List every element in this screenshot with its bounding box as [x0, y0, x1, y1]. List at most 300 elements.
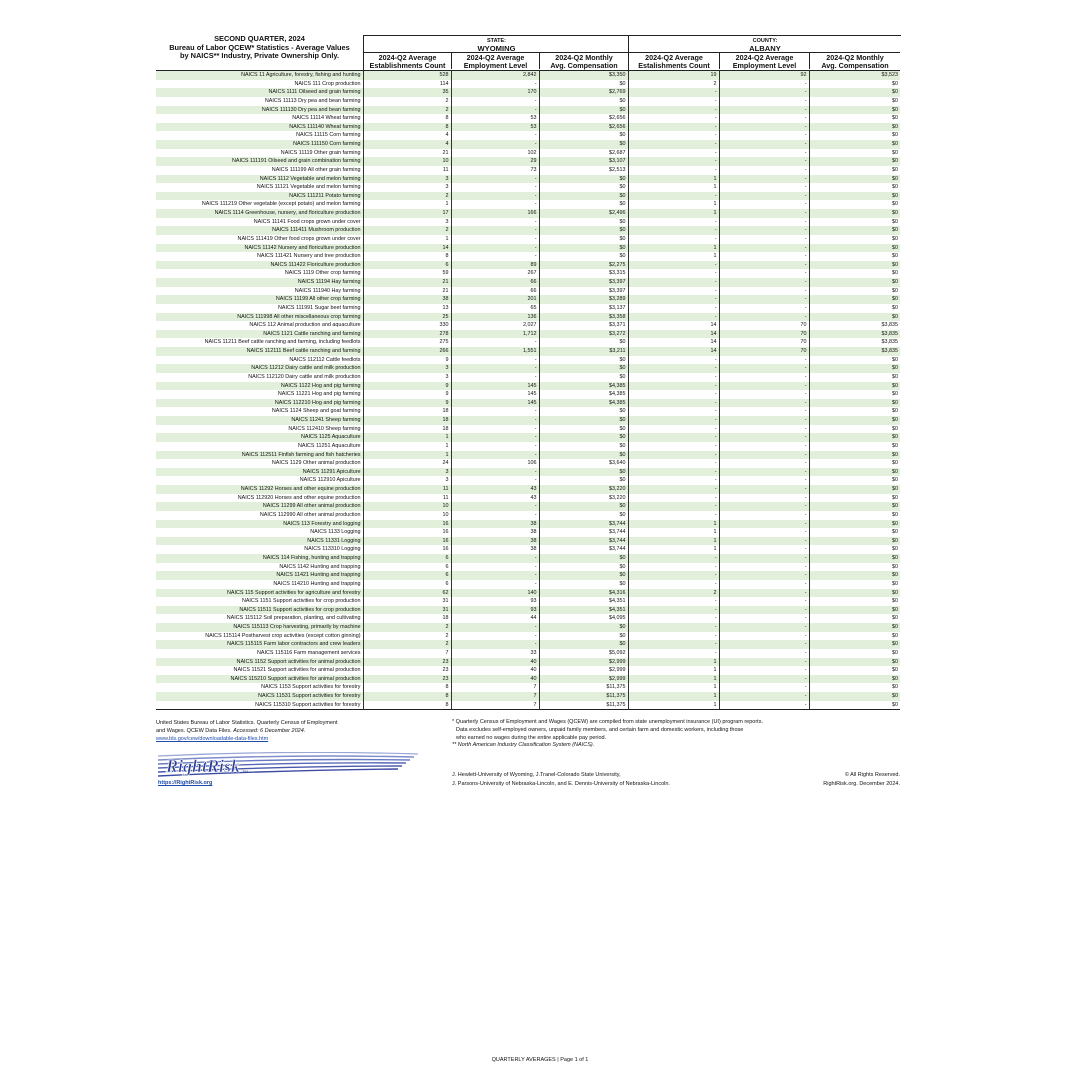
county-employment-cell: - [719, 304, 809, 313]
header-rule [156, 70, 900, 71]
county-establishments-cell: - [628, 390, 719, 399]
county-employment-cell: - [719, 468, 809, 477]
source-citation [156, 719, 406, 743]
state-establishments-cell: 21 [363, 149, 451, 158]
state-establishments-cell: 16 [363, 528, 451, 537]
state-employment-cell: 89 [451, 261, 539, 270]
state-employment-cell: 140 [451, 589, 539, 598]
title-line: Bureau of Labor QCEW* Statistics - Average Values [169, 42, 350, 52]
county-compensation-cell: $0 [809, 485, 900, 494]
county-establishments-cell: - [628, 106, 719, 115]
state-establishments-cell: 6 [363, 571, 451, 580]
state-establishments-cell: 10 [363, 502, 451, 511]
state-employment-cell: - [451, 476, 539, 485]
state-employment-cell: - [451, 244, 539, 253]
county-establishments-cell: - [628, 554, 719, 563]
county-employment-cell: - [719, 131, 809, 140]
state-employment-cell: - [451, 356, 539, 365]
rightrisk-link[interactable]: https://RightRisk.org [158, 780, 213, 786]
county-employment-cell: - [719, 114, 809, 123]
county-employment-cell: - [719, 433, 809, 442]
industry-name-cell: NAICS 1153 Support activities for forestry [261, 684, 361, 691]
table-row [156, 373, 900, 382]
county-compensation-cell: $0 [809, 356, 900, 365]
county-establishments-cell: 1 [628, 183, 719, 192]
county-compensation-cell: $0 [809, 218, 900, 227]
state-employment-cell: 53 [451, 123, 539, 132]
county-compensation-cell: $0 [809, 675, 900, 684]
page-footer: QUARTERLY AVERAGES | Page 1 of 1 [491, 1057, 589, 1063]
county-compensation-cell: $0 [809, 304, 900, 313]
state-compensation-cell: $11,375 [539, 683, 628, 692]
state-compensation-cell: $0 [539, 356, 628, 365]
state-employment-cell: - [451, 407, 539, 416]
industry-name-cell: NAICS 11211 Beef cattle ranching and farming, including feedlots [204, 339, 361, 346]
state-employment-cell: 7 [451, 701, 539, 710]
state-establishments-cell: 1 [363, 433, 451, 442]
industry-name-cell: NAICS 11292 Horses and other equine production [156, 485, 363, 494]
county-compensation-cell: $0 [809, 649, 900, 658]
state-compensation-cell: $3,107 [539, 157, 628, 166]
county-establishments-cell: - [628, 494, 719, 503]
industry-name-cell: NAICS 11194 Hay farming [156, 278, 363, 287]
county-name: ALBANY [749, 44, 781, 53]
state-compensation-cell: $2,687 [539, 149, 628, 158]
county-employment-cell: - [719, 157, 809, 166]
county-compensation-cell: $0 [809, 364, 900, 373]
state-employment-cell: - [451, 226, 539, 235]
county-compensation-cell: $0 [809, 399, 900, 408]
county-compensation-cell: $0 [809, 614, 900, 623]
state-compensation-cell: $0 [539, 425, 628, 434]
state-compensation-cell: $0 [539, 80, 628, 89]
county-establishments-cell: 1 [628, 658, 719, 667]
county-establishments-cell: - [628, 373, 719, 382]
county-employment-cell: - [719, 683, 809, 692]
industry-name-cell: NAICS 1129 Other animal production [271, 460, 361, 467]
industry-name-cell: NAICS 113 Forestry and logging [156, 520, 363, 529]
industry-name-cell: NAICS 111211 Potato farming [156, 192, 363, 201]
industry-name-cell: NAICS 115113 Crop harvesting, primarily by machine [156, 623, 363, 632]
table-row [156, 364, 900, 373]
county-employment-cell: - [719, 597, 809, 606]
state-employment-cell: - [451, 632, 539, 641]
state-establishments-cell: 23 [363, 666, 451, 675]
column-header-line: Avg. Compensation [821, 60, 889, 70]
state-establishments-cell: 16 [363, 537, 451, 546]
table-row [156, 649, 900, 658]
county-employment-cell: - [719, 252, 809, 261]
state-employment-cell: - [451, 451, 539, 460]
state-compensation-cell: $0 [539, 252, 628, 261]
county-compensation-cell: $0 [809, 287, 900, 296]
county-compensation-cell: $0 [809, 175, 900, 184]
state-establishments-cell: 330 [363, 321, 451, 330]
state-employment-cell: 7 [451, 683, 539, 692]
state-compensation-cell: $2,769 [539, 88, 628, 97]
table-row [156, 407, 900, 416]
state-compensation-cell: $3,272 [539, 330, 628, 339]
state-establishments-cell: 2 [363, 632, 451, 641]
state-establishments-cell: 16 [363, 520, 451, 529]
state-employment-cell: - [451, 252, 539, 261]
state-compensation-cell: $0 [539, 433, 628, 442]
industry-name-cell: NAICS 1119 Other crop farming [284, 270, 361, 277]
industry-name-cell: NAICS 11141 Food crops grown under cover [253, 218, 361, 225]
state-employment-cell: 93 [451, 606, 539, 615]
state-establishments-cell: 275 [363, 338, 451, 347]
state-employment-cell: 43 [451, 494, 539, 503]
county-compensation-cell: $0 [809, 658, 900, 667]
table-row [156, 261, 900, 270]
county-employment-cell: - [719, 537, 809, 546]
state-compensation-cell: $0 [539, 244, 628, 253]
state-compensation-cell: $0 [539, 407, 628, 416]
state-employment-cell: - [451, 442, 539, 451]
county-compensation-cell: $0 [809, 606, 900, 615]
county-employment-cell: - [719, 382, 809, 391]
county-compensation-cell: $0 [809, 407, 900, 416]
state-employment-cell: 1,551 [451, 347, 539, 356]
county-compensation-cell: $0 [809, 382, 900, 391]
county-establishments-cell: 1 [628, 252, 719, 261]
county-establishments-cell: - [628, 614, 719, 623]
table-row [156, 683, 900, 692]
state-compensation-cell: $0 [539, 338, 628, 347]
county-employment-cell: - [719, 666, 809, 675]
table-row [156, 175, 900, 184]
state-employment-cell: 40 [451, 675, 539, 684]
county-establishments-cell: 2 [628, 589, 719, 598]
state-establishments-cell: 9 [363, 382, 451, 391]
table-row [156, 338, 900, 347]
state-establishments-cell: 2 [363, 106, 451, 115]
state-establishments-cell: 3 [363, 218, 451, 227]
state-employment-cell: - [451, 218, 539, 227]
state-compensation-cell: $0 [539, 106, 628, 115]
county-compensation-cell: $0 [809, 537, 900, 546]
state-establishments-cell: 9 [363, 399, 451, 408]
state-establishments-cell: 23 [363, 675, 451, 684]
county-establishments-cell: 1 [628, 209, 719, 218]
state-establishments-cell: 8 [363, 683, 451, 692]
state-employment-cell: - [451, 468, 539, 477]
county-compensation-cell: $0 [809, 157, 900, 166]
industry-name-cell: NAICS 11531 Support activities for forestry [156, 692, 363, 701]
industry-name-cell: NAICS 115 Support activities for agriculture and forestry [156, 589, 363, 598]
table-row [156, 330, 900, 339]
table-row [156, 106, 900, 115]
state-compensation-cell: $3,744 [539, 545, 628, 554]
county-establishments-cell: 1 [628, 528, 719, 537]
table-row [156, 675, 900, 684]
state-employment-cell: - [451, 97, 539, 106]
state-employment-cell: - [451, 235, 539, 244]
county-employment-cell: - [719, 226, 809, 235]
column-header-state-compensation [539, 52, 628, 69]
state-compensation-cell: $11,375 [539, 701, 628, 710]
county-compensation-cell: $0 [809, 468, 900, 477]
state-employment-cell: 2,027 [451, 321, 539, 330]
column-header-county-employment [719, 52, 809, 69]
table-row [156, 640, 900, 649]
state-employment-cell: 66 [451, 278, 539, 287]
state-compensation-cell: $2,496 [539, 209, 628, 218]
county-employment-cell: - [719, 97, 809, 106]
county-establishments-cell: 1 [628, 545, 719, 554]
county-employment-cell: 92 [719, 71, 809, 80]
county-employment-cell: 70 [719, 338, 809, 347]
table-row [156, 244, 900, 253]
industry-name-cell: NAICS 11521 Support activities for animal production [233, 667, 361, 674]
industry-name-cell: NAICS 11291 Apiculture [156, 468, 363, 477]
county-establishments-cell: - [628, 563, 719, 572]
county-compensation-cell: $0 [809, 149, 900, 158]
state-establishments-cell: 62 [363, 589, 451, 598]
state-employment-cell: 267 [451, 269, 539, 278]
county-compensation-cell: $0 [809, 623, 900, 632]
industry-name-cell: NAICS 1111 Oilseed and grain farming [156, 88, 363, 97]
logo-trademark: TM [242, 769, 248, 774]
county-compensation-cell: $0 [809, 226, 900, 235]
column-header-line: Employment Level [463, 60, 528, 70]
state-employment-cell: 106 [451, 459, 539, 468]
county-employment-cell: - [719, 192, 809, 201]
state-compensation-cell: $3,220 [539, 494, 628, 503]
county-employment-cell: - [719, 545, 809, 554]
county-establishments-cell: - [628, 235, 719, 244]
state-compensation-cell: $2,656 [539, 114, 628, 123]
copyright [823, 771, 900, 789]
state-employment-cell: - [451, 183, 539, 192]
county-compensation-cell: $0 [809, 476, 900, 485]
county-compensation-cell: $0 [809, 106, 900, 115]
state-employment-cell: 93 [451, 597, 539, 606]
county-employment-cell: - [719, 80, 809, 89]
state-employment-cell: 145 [451, 399, 539, 408]
state-establishments-cell: 6 [363, 580, 451, 589]
industry-name-cell: NAICS 112990 All other animal production [259, 511, 361, 518]
county-establishments-cell: - [628, 580, 719, 589]
county-establishments-cell: - [628, 192, 719, 201]
county-establishments-cell: - [628, 597, 719, 606]
county-employment-cell: 70 [719, 330, 809, 339]
state-establishments-cell: 8 [363, 123, 451, 132]
state-compensation-cell: $0 [539, 226, 628, 235]
state-compensation-cell: $4,316 [539, 589, 628, 598]
county-establishments-cell: - [628, 382, 719, 391]
industry-name-cell: NAICS 11421 Hunting and trapping [156, 571, 363, 580]
table-row [156, 235, 900, 244]
county-compensation-cell: $3,835 [809, 321, 900, 330]
county-establishments-cell: 14 [628, 347, 719, 356]
state-establishments-cell: 1 [363, 235, 451, 244]
industry-name-cell: NAICS 111411 Mushroom production [156, 226, 363, 235]
state-compensation-cell: $2,656 [539, 123, 628, 132]
county-compensation-cell: $0 [809, 373, 900, 382]
column-header-line: 2024-Q2 Monthly [555, 53, 613, 62]
county-employment-cell: - [719, 364, 809, 373]
industry-name-cell: NAICS 11 Agriculture, forestry, fishing and hunting [156, 71, 363, 80]
county-compensation-cell: $0 [809, 235, 900, 244]
industry-name-cell: NAICS 11331 Logging [156, 537, 363, 546]
county-compensation-cell: $0 [809, 597, 900, 606]
state-compensation-cell: $3,640 [539, 459, 628, 468]
industry-name-cell: NAICS 112920 Horses and other equine production [237, 494, 361, 501]
table-row [156, 666, 900, 675]
industry-name-cell: NAICS 112511 Finfish farming and fish hatcheries [156, 451, 363, 460]
state-establishments-cell: 4 [363, 140, 451, 149]
state-employment-cell: 145 [451, 382, 539, 391]
industry-name-cell: NAICS 11511 Support activities for crop production [156, 606, 363, 615]
column-header-line: Establishments Count [369, 60, 446, 70]
state-compensation-cell: $3,350 [539, 71, 628, 80]
county-employment-cell: - [719, 632, 809, 641]
note-line: who earned no wages during the entire applicable pay period. [456, 734, 607, 741]
source-line: United States Bureau of Labor Statistics. Quarterly Census of Employment [156, 720, 338, 726]
state-establishments-cell: 13 [363, 304, 451, 313]
county-establishments-cell: 1 [628, 692, 719, 701]
rightrisk-logo[interactable] [156, 752, 418, 780]
state-compensation-cell: $0 [539, 442, 628, 451]
table-row [156, 468, 900, 477]
county-employment-cell: - [719, 502, 809, 511]
county-employment-cell: - [719, 658, 809, 667]
table-row [156, 183, 900, 192]
industry-name-cell: NAICS 112120 Dairy cattle and milk production [248, 373, 361, 380]
state-employment-cell: - [451, 425, 539, 434]
table-row [156, 692, 900, 701]
industry-name-cell: NAICS 115116 Farm management services [257, 649, 361, 656]
state-establishments-cell: 2 [363, 640, 451, 649]
state-employment-cell: - [451, 373, 539, 382]
column-header-state-employment [451, 52, 539, 69]
table-row [156, 425, 900, 434]
county-compensation-cell: $0 [809, 433, 900, 442]
state-establishments-cell: 23 [363, 658, 451, 667]
state-establishments-cell: 16 [363, 545, 451, 554]
state-employment-cell: 136 [451, 313, 539, 322]
industry-name-cell: NAICS 112 Animal production and aquaculture [249, 322, 361, 329]
industry-name-cell: NAICS 1122 Hog and pig farming [156, 382, 363, 391]
industry-name-cell: NAICS 112910 Apiculture [299, 477, 361, 484]
industry-name-cell: NAICS 111140 Wheat farming [156, 123, 363, 132]
industry-name-cell: NAICS 1114 Greenhouse, nursery, and floriculture production [156, 209, 363, 218]
state-establishments-cell: 278 [363, 330, 451, 339]
county-compensation-cell: $0 [809, 140, 900, 149]
table-row [156, 537, 900, 546]
state-employment-cell: - [451, 200, 539, 209]
state-establishments-cell: 35 [363, 88, 451, 97]
county-compensation-cell: $0 [809, 123, 900, 132]
bls-data-link[interactable]: www.bls.gov/cew/downloadable-data-files.htm [156, 736, 269, 742]
county-compensation-cell: $0 [809, 166, 900, 175]
state-establishments-cell: 59 [363, 269, 451, 278]
state-compensation-cell: $0 [539, 623, 628, 632]
state-establishments-cell: 2 [363, 623, 451, 632]
state-establishments-cell: 11 [363, 485, 451, 494]
county-compensation-cell: $0 [809, 390, 900, 399]
county-establishments-cell: - [628, 399, 719, 408]
county-employment-cell: - [719, 373, 809, 382]
table-row [156, 149, 900, 158]
state-establishments-cell: 2 [363, 192, 451, 201]
county-employment-cell: - [719, 640, 809, 649]
table-row [156, 451, 900, 460]
industry-name-cell: NAICS 11212 Dairy cattle and milk production [156, 364, 363, 373]
state-establishments-cell: 11 [363, 166, 451, 175]
state-establishments-cell: 6 [363, 563, 451, 572]
table-row [156, 88, 900, 97]
state-compensation-cell: $11,375 [539, 692, 628, 701]
county-establishments-cell: 14 [628, 338, 719, 347]
county-establishments-cell: 19 [628, 71, 719, 80]
state-compensation-cell: $0 [539, 502, 628, 511]
state-establishments-cell: 21 [363, 287, 451, 296]
county-employment-cell: - [719, 442, 809, 451]
state-employment-cell: - [451, 511, 539, 520]
table-row [156, 140, 900, 149]
industry-name-cell: NAICS 11113 Dry pea and bean farming [264, 97, 361, 104]
county-compensation-cell: $0 [809, 416, 900, 425]
county-compensation-cell: $0 [809, 692, 900, 701]
state-employment-cell: - [451, 192, 539, 201]
column-header-line: 2024-Q2 Average [645, 53, 703, 62]
county-employment-cell: - [719, 554, 809, 563]
state-establishments-cell: 11 [363, 494, 451, 503]
state-compensation-cell: $0 [539, 580, 628, 589]
county-establishments-cell: - [628, 468, 719, 477]
county-compensation-cell: $0 [809, 459, 900, 468]
county-employment-cell: - [719, 692, 809, 701]
county-employment-cell: - [719, 416, 809, 425]
county-employment-cell: - [719, 425, 809, 434]
state-establishments-cell: 1 [363, 451, 451, 460]
state-compensation-cell: $3,744 [539, 528, 628, 537]
table-row [156, 511, 900, 520]
industry-name-cell: NAICS 111150 Corn farming [156, 140, 363, 149]
state-compensation-cell: $2,999 [539, 666, 628, 675]
county-compensation-cell: $0 [809, 261, 900, 270]
table-row [156, 580, 900, 589]
county-establishments-cell: - [628, 304, 719, 313]
industry-name-cell: NAICS 111 Crop production [294, 80, 361, 87]
county-employment-cell: - [719, 261, 809, 270]
county-compensation-cell: $0 [809, 97, 900, 106]
state-compensation-cell: $3,220 [539, 485, 628, 494]
county-compensation-cell: $0 [809, 252, 900, 261]
county-employment-cell: - [719, 399, 809, 408]
industry-name-cell: NAICS 11241 Sheep farming [156, 416, 363, 425]
authors [452, 771, 670, 789]
state-compensation-cell: $3,744 [539, 537, 628, 546]
state-employment-cell: - [451, 433, 539, 442]
county-compensation-cell: $0 [809, 442, 900, 451]
county-establishments-cell: - [628, 649, 719, 658]
county-employment-cell: - [719, 571, 809, 580]
county-establishments-cell: - [628, 511, 719, 520]
table-row [156, 632, 900, 641]
state-employment-cell: 40 [451, 666, 539, 675]
state-compensation-cell: $0 [539, 571, 628, 580]
state-employment-cell: 66 [451, 287, 539, 296]
county-establishments-cell: - [628, 459, 719, 468]
column-header-line: Estalishments Count [638, 60, 710, 70]
county-employment-cell: - [719, 88, 809, 97]
state-employment-cell: 53 [451, 114, 539, 123]
state-establishments-cell: 6 [363, 554, 451, 563]
county-compensation-cell: $0 [809, 278, 900, 287]
